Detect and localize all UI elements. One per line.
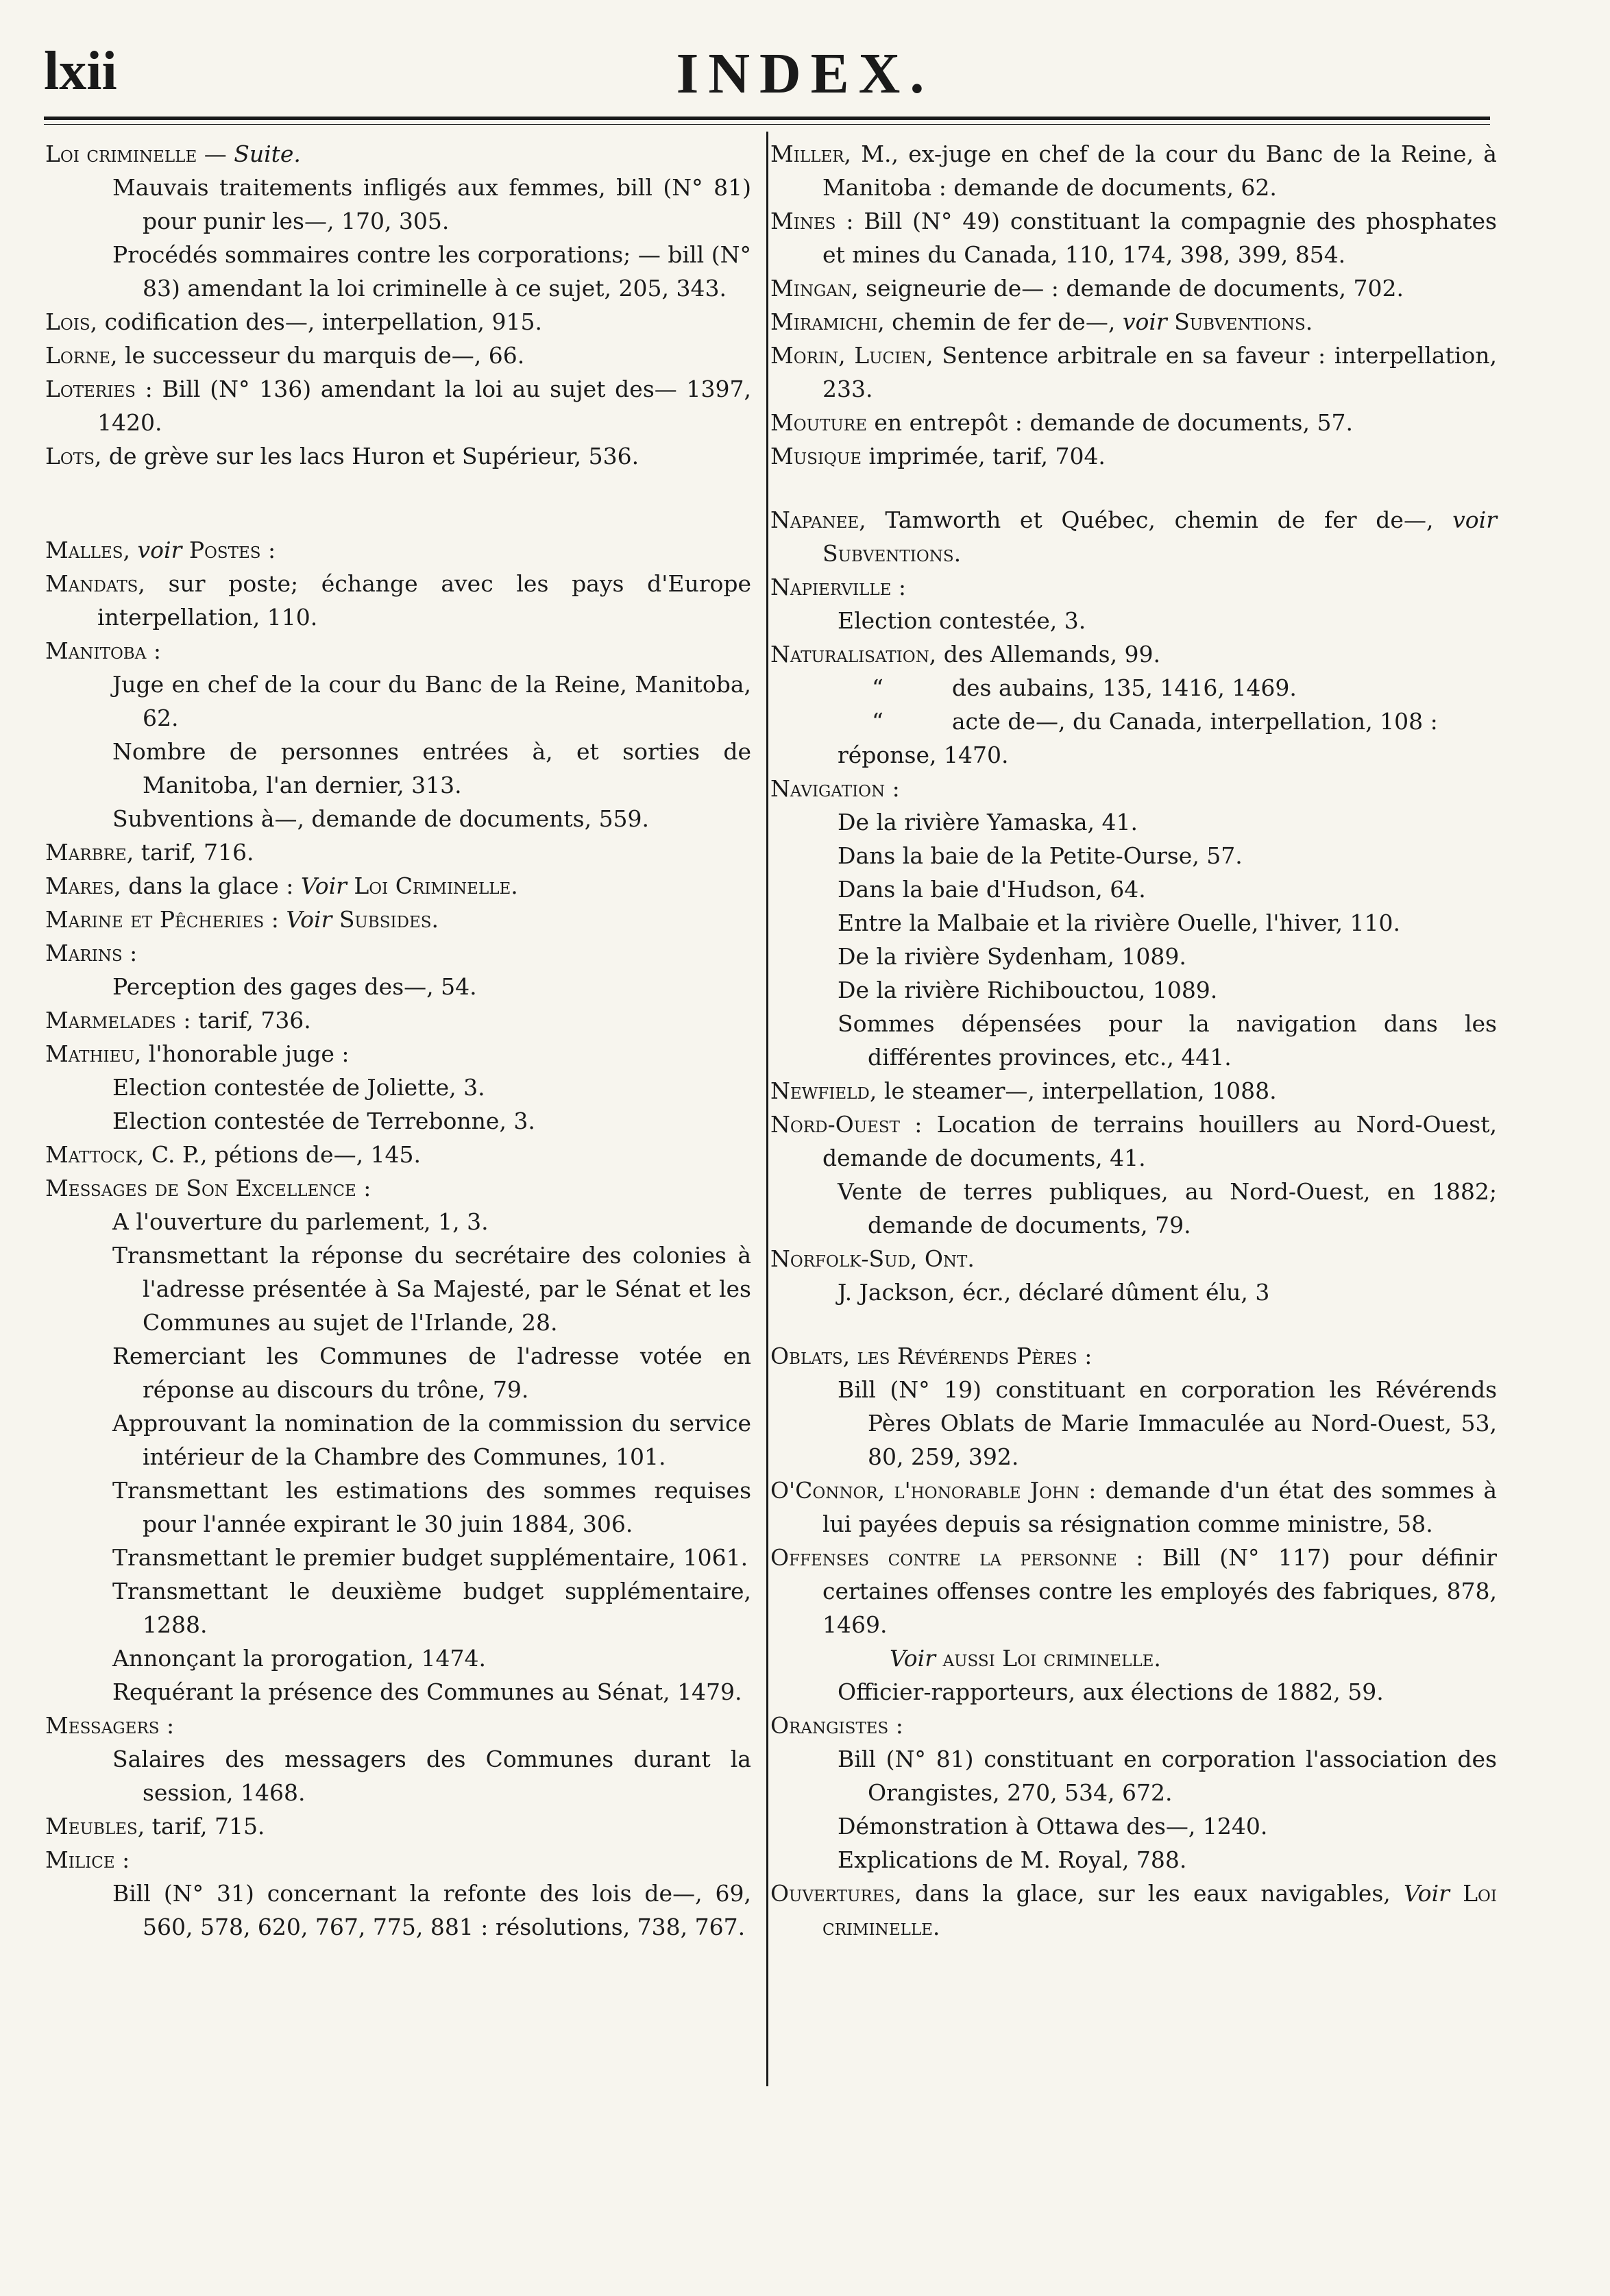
entry-text: : Bill (N° 49) constituant la compagnie des phosphates et mines du Canada, 110, 174, 398, 399, 854.	[822, 208, 1497, 268]
subentry: Election contestée, 3.	[838, 607, 1086, 634]
entry-text: :	[356, 1175, 371, 1201]
index-entry	[45, 439, 751, 473]
entry-heading: Marmelades	[45, 1007, 176, 1034]
cross-reference: Loi Criminelle.	[346, 872, 518, 899]
index-entry	[770, 271, 1497, 305]
subentry: Bill (N° 19) constituant en corporation les Révérends Pères Oblats de Marie Immaculée au Nord-Ouest, 53, 80, 259, 392.	[838, 1376, 1497, 1470]
entry-text: , Tamworth et Québec, chemin de fer de—,	[859, 506, 1453, 533]
entry-text: :	[1077, 1343, 1093, 1369]
index-entry	[770, 570, 1497, 604]
entry-heading: Lots	[45, 443, 95, 469]
entry-text: , dans la glace, sur les eaux navigables,	[894, 1880, 1404, 1907]
index-entry	[770, 439, 1497, 473]
index-entry	[770, 204, 1497, 271]
page-title: INDEX.	[676, 42, 934, 106]
entry-heading: Messages de Son Excellence	[45, 1175, 356, 1201]
column-divider	[766, 132, 768, 2086]
index-entry	[45, 372, 751, 439]
index-entry	[45, 936, 751, 970]
cross-reference: Loi criminelle.	[822, 1880, 1497, 1940]
voir-label: Voir	[300, 872, 347, 899]
cross-reference-note	[770, 1641, 1497, 1675]
entry-text: , tarif, 716.	[126, 839, 254, 866]
index-entry	[770, 772, 1497, 805]
subentry: De la rivière Richibouctou, 1089.	[838, 977, 1218, 1003]
cross-reference: Postes	[182, 537, 261, 563]
index-entry	[45, 1003, 751, 1037]
index-entry	[45, 137, 751, 171]
entry-heading: Mandats	[45, 570, 138, 597]
entry-text: :	[260, 537, 276, 563]
entry-heading: Messagers	[45, 1712, 160, 1739]
entry-text: :	[146, 637, 161, 664]
subentry: J. Jackson, écr., déclaré dûment élu, 3	[838, 1279, 1270, 1306]
entry-heading: Musique	[770, 443, 862, 469]
entry-heading: Offenses contre la personne	[770, 1544, 1117, 1571]
subentry: Salaires des messagers des Communes durant la session, 1468.	[112, 1746, 751, 1806]
entry-text: : Location de terrains houillers au Nord-Ouest, demande de documents, 41.	[822, 1111, 1497, 1171]
subentry: Sommes dépensées pour la navigation dans les différentes provinces, etc., 441.	[838, 1010, 1497, 1071]
entry-heading: Miller, M.	[770, 141, 892, 167]
voir-label: voir	[1452, 506, 1497, 533]
index-entry	[770, 1877, 1497, 1944]
entry-heading: Navigation	[770, 775, 886, 802]
entry-heading: O'Connor, l'honorable John	[770, 1477, 1080, 1504]
header-rule-thick	[44, 117, 1490, 120]
entry-heading: Malles	[45, 537, 123, 563]
entry-heading: Miramichi	[770, 308, 878, 335]
index-entry	[45, 305, 751, 339]
subentry: Perception des gages des—, 54.	[112, 973, 477, 1000]
entry-heading: Meubles	[45, 1813, 138, 1840]
subentry: Démonstration à Ottawa des—, 1240.	[838, 1813, 1268, 1840]
index-entry	[45, 1843, 751, 1877]
entry-heading: Morin, Lucien	[770, 342, 927, 369]
subentry: A l'ouverture du parlement, 1, 3.	[112, 1208, 489, 1235]
entry-heading: Newfield	[770, 1077, 870, 1104]
index-entry	[770, 1339, 1497, 1373]
subentry: Transmettant le deuxième budget supplémentaire, 1288.	[112, 1578, 751, 1638]
subentry-text: des aubains, 135, 1416, 1469.	[951, 674, 1297, 701]
subentry: Remerciant les Communes de l'adresse votée en réponse au discours du trône, 79.	[112, 1343, 751, 1403]
entry-text: :	[114, 1846, 130, 1873]
entry-text: :	[888, 1712, 903, 1739]
index-entry	[45, 1171, 751, 1205]
entry-heading: Napanee	[770, 506, 859, 533]
subentry: Juge en chef de la cour du Banc de la Reine, Manitoba, 62.	[112, 671, 751, 731]
index-entry	[770, 1474, 1497, 1541]
entry-heading: Lorne	[45, 342, 111, 369]
entry-text: ,	[123, 537, 138, 563]
index-entry	[45, 903, 751, 936]
entry-heading: Naturalisation	[770, 641, 929, 668]
index-entry	[45, 1037, 751, 1071]
entry-text: , des Allemands, 99.	[929, 641, 1161, 668]
section-gap	[770, 1309, 1497, 1339]
index-entry	[770, 503, 1497, 570]
subentry: Bill (N° 81) constituant en corporation l'association des Orangistes, 270, 534, 672.	[838, 1746, 1497, 1806]
subentry: Vente de terres publiques, au Nord-Ouest, en 1882; demande de documents, 79.	[838, 1178, 1497, 1238]
cross-reference: aussi Loi criminelle.	[936, 1645, 1161, 1672]
subentry: Transmettant la réponse du secrétaire des colonies à l'adresse présentée à Sa Majesté, par le Sénat et les Communes au sujet de l'Irlande, 28.	[112, 1242, 751, 1336]
voir-label: voir	[1122, 308, 1167, 335]
suite-label: Suite.	[234, 141, 301, 167]
ditto-mark: “	[872, 708, 883, 735]
index-entry	[45, 835, 751, 869]
entry-heading: Nord-Ouest	[770, 1111, 900, 1138]
entry-heading: Mares	[45, 872, 114, 899]
index-entry	[45, 339, 751, 372]
voir-label: Voir	[890, 1645, 936, 1672]
subentry: Requérant la présence des Communes au Sénat, 1479.	[112, 1678, 742, 1705]
entry-text: : Bill (N° 136) amendant la loi au sujet des— 1397, 1420.	[97, 376, 751, 436]
entry-text: , l'honorable juge :	[134, 1040, 350, 1067]
subentry: Nombre de personnes entrées à, et sorties de Manitoba, l'an dernier, 313.	[112, 738, 751, 798]
index-entry	[770, 305, 1497, 339]
entry-heading: Oblats, les Révérends Pères	[770, 1343, 1077, 1369]
entry-text: : tarif, 736.	[175, 1007, 311, 1034]
entry-text: imprimée, tarif, 704.	[862, 443, 1106, 469]
subentry: réponse, 1470.	[838, 742, 1009, 768]
entry-text: , ex-juge en chef de la cour du Banc de la Reine, à Manitoba : demande de documents, 62.	[822, 141, 1497, 201]
entry-text: :	[885, 775, 900, 802]
ditto-mark: “	[872, 674, 883, 701]
entry-heading: Mouture	[770, 409, 867, 436]
subentry: Dans la baie de la Petite-Ourse, 57.	[838, 842, 1243, 869]
entry-text: , chemin de fer de—,	[877, 308, 1123, 335]
entry-heading: Norfolk-Sud, Ont.	[770, 1245, 975, 1272]
entry-text: , pétions de—, 145.	[199, 1141, 422, 1168]
entry-heading: Loi criminelle	[45, 141, 197, 167]
index-entry	[45, 1138, 751, 1171]
subentry: Procédés sommaires contre les corporations; — bill (N° 83) amendant la loi criminelle à ce sujet, 205, 343.	[112, 241, 751, 302]
subentry: Mauvais traitements infligés aux femmes, bill (N° 81) pour punir les—, 170, 305.	[112, 174, 751, 234]
entry-text: , de grève sur les lacs Huron et Supérieur, 536.	[94, 443, 639, 469]
subentry: Entre la Malbaie et la rivière Ouelle, l'hiver, 110.	[838, 909, 1401, 936]
entry-text: , seigneurie de— : demande de documents, 702.	[851, 275, 1404, 302]
subentry: Subventions à—, demande de documents, 559.	[112, 805, 650, 832]
entry-text: , le steamer—, interpellation, 1088.	[869, 1077, 1277, 1104]
entry-text: , le successeur du marquis de—, 66.	[110, 342, 525, 369]
index-entry	[770, 1541, 1497, 1641]
subentry: De la rivière Sydenham, 1089.	[838, 943, 1186, 970]
index-entry	[45, 533, 751, 567]
subentry: Bill (N° 31) concernant la refonte des lois de—, 69, 560, 578, 620, 767, 775, 881 : résolutions, 738, 767.	[112, 1880, 751, 1940]
entry-heading: Mines	[770, 208, 836, 234]
section-gap	[770, 473, 1497, 503]
entry-heading: Mathieu	[45, 1040, 134, 1067]
entry-heading: Manitoba	[45, 637, 147, 664]
index-column-left	[45, 137, 751, 1944]
ditto-subentry	[770, 671, 1497, 705]
entry-heading: Marins	[45, 940, 123, 966]
index-column-right	[770, 137, 1497, 1944]
entry-text: , Sentence arbitrale en sa faveur : interpellation, 233.	[822, 342, 1497, 402]
entry-text: en entrepôt : demande de documents, 57.	[866, 409, 1353, 436]
cross-reference: Subventions.	[822, 540, 962, 567]
entry-heading: Loteries	[45, 376, 136, 402]
index-entry	[770, 1709, 1497, 1742]
index-entry	[770, 339, 1497, 406]
subentry: Officier-rapporteurs, aux élections de 1882, 59.	[838, 1678, 1384, 1705]
subentry: Transmettant le premier budget supplémentaire, 1061.	[112, 1544, 748, 1571]
entry-heading: Napierville	[770, 574, 892, 600]
entry-text: :	[159, 1712, 175, 1739]
subentry: Election contestée de Terrebonne, 3.	[112, 1108, 535, 1134]
subentry: Annonçant la prorogation, 1474.	[112, 1645, 486, 1672]
subentry: Approuvant la nomination de la commission du service intérieur de la Chambre des Communes, 101.	[112, 1410, 751, 1470]
subentry-text: acte de—, du Canada, interpellation, 108 :	[951, 708, 1438, 735]
entry-text: , dans la glace :	[114, 872, 301, 899]
entry-text: :	[122, 940, 138, 966]
index-entry	[45, 1709, 751, 1742]
voir-label: Voir	[1403, 1880, 1450, 1907]
entry-heading: Lois	[45, 308, 90, 335]
entry-heading: Ouvertures	[770, 1880, 895, 1907]
entry-text: :	[264, 906, 286, 933]
entry-text: , codification des—, interpellation, 915.	[90, 308, 542, 335]
subentry: De la rivière Yamaska, 41.	[838, 809, 1138, 835]
ditto-subentry	[770, 705, 1497, 738]
index-entry	[770, 1074, 1497, 1108]
entry-heading: Marine et Pêcheries	[45, 906, 265, 933]
voir-label: voir	[137, 537, 182, 563]
entry-separator: —	[197, 141, 234, 167]
entry-heading: Marbre	[45, 839, 127, 866]
index-entry	[770, 637, 1497, 671]
subentry: Election contestée de Joliette, 3.	[112, 1074, 485, 1101]
page-number: lxii	[44, 41, 117, 101]
index-entry	[770, 1108, 1497, 1175]
header-rule-thin	[44, 124, 1490, 125]
index-entry	[770, 137, 1497, 204]
index-entry	[770, 406, 1497, 439]
entry-heading: Milice	[45, 1846, 115, 1873]
section-gap	[45, 473, 751, 533]
entry-heading: Mingan	[770, 275, 852, 302]
cross-reference: Subventions.	[1167, 308, 1313, 335]
subentry: Transmettant les estimations des sommes requises pour l'année expirant le 30 juin 1884, 306.	[112, 1477, 751, 1537]
entry-text: , tarif, 715.	[137, 1813, 265, 1840]
index-entry	[45, 567, 751, 634]
index-entry	[45, 634, 751, 668]
index-entry	[45, 1809, 751, 1843]
entry-text: : Bill (N° 117) pour définir certaines offenses contre les employés des fabriques, 878, 1469.	[822, 1544, 1497, 1638]
cross-reference: Subsides.	[332, 906, 439, 933]
entry-heading: Orangistes	[770, 1712, 889, 1739]
index-entry	[770, 1242, 1497, 1275]
entry-text: :	[891, 574, 906, 600]
subentry: Dans la baie d'Hudson, 64.	[838, 876, 1146, 903]
entry-heading: Mattock, C. P.	[45, 1141, 200, 1168]
subentry: Explications de M. Royal, 788.	[838, 1846, 1187, 1873]
entry-text: , sur poste; échange avec les pays d'Europe interpellation, 110.	[97, 570, 751, 631]
entry-text: : demande d'un état des sommes à lui payées depuis sa résignation comme ministre, 58.	[822, 1477, 1497, 1537]
index-entry	[45, 869, 751, 903]
voir-label: Voir	[286, 906, 332, 933]
